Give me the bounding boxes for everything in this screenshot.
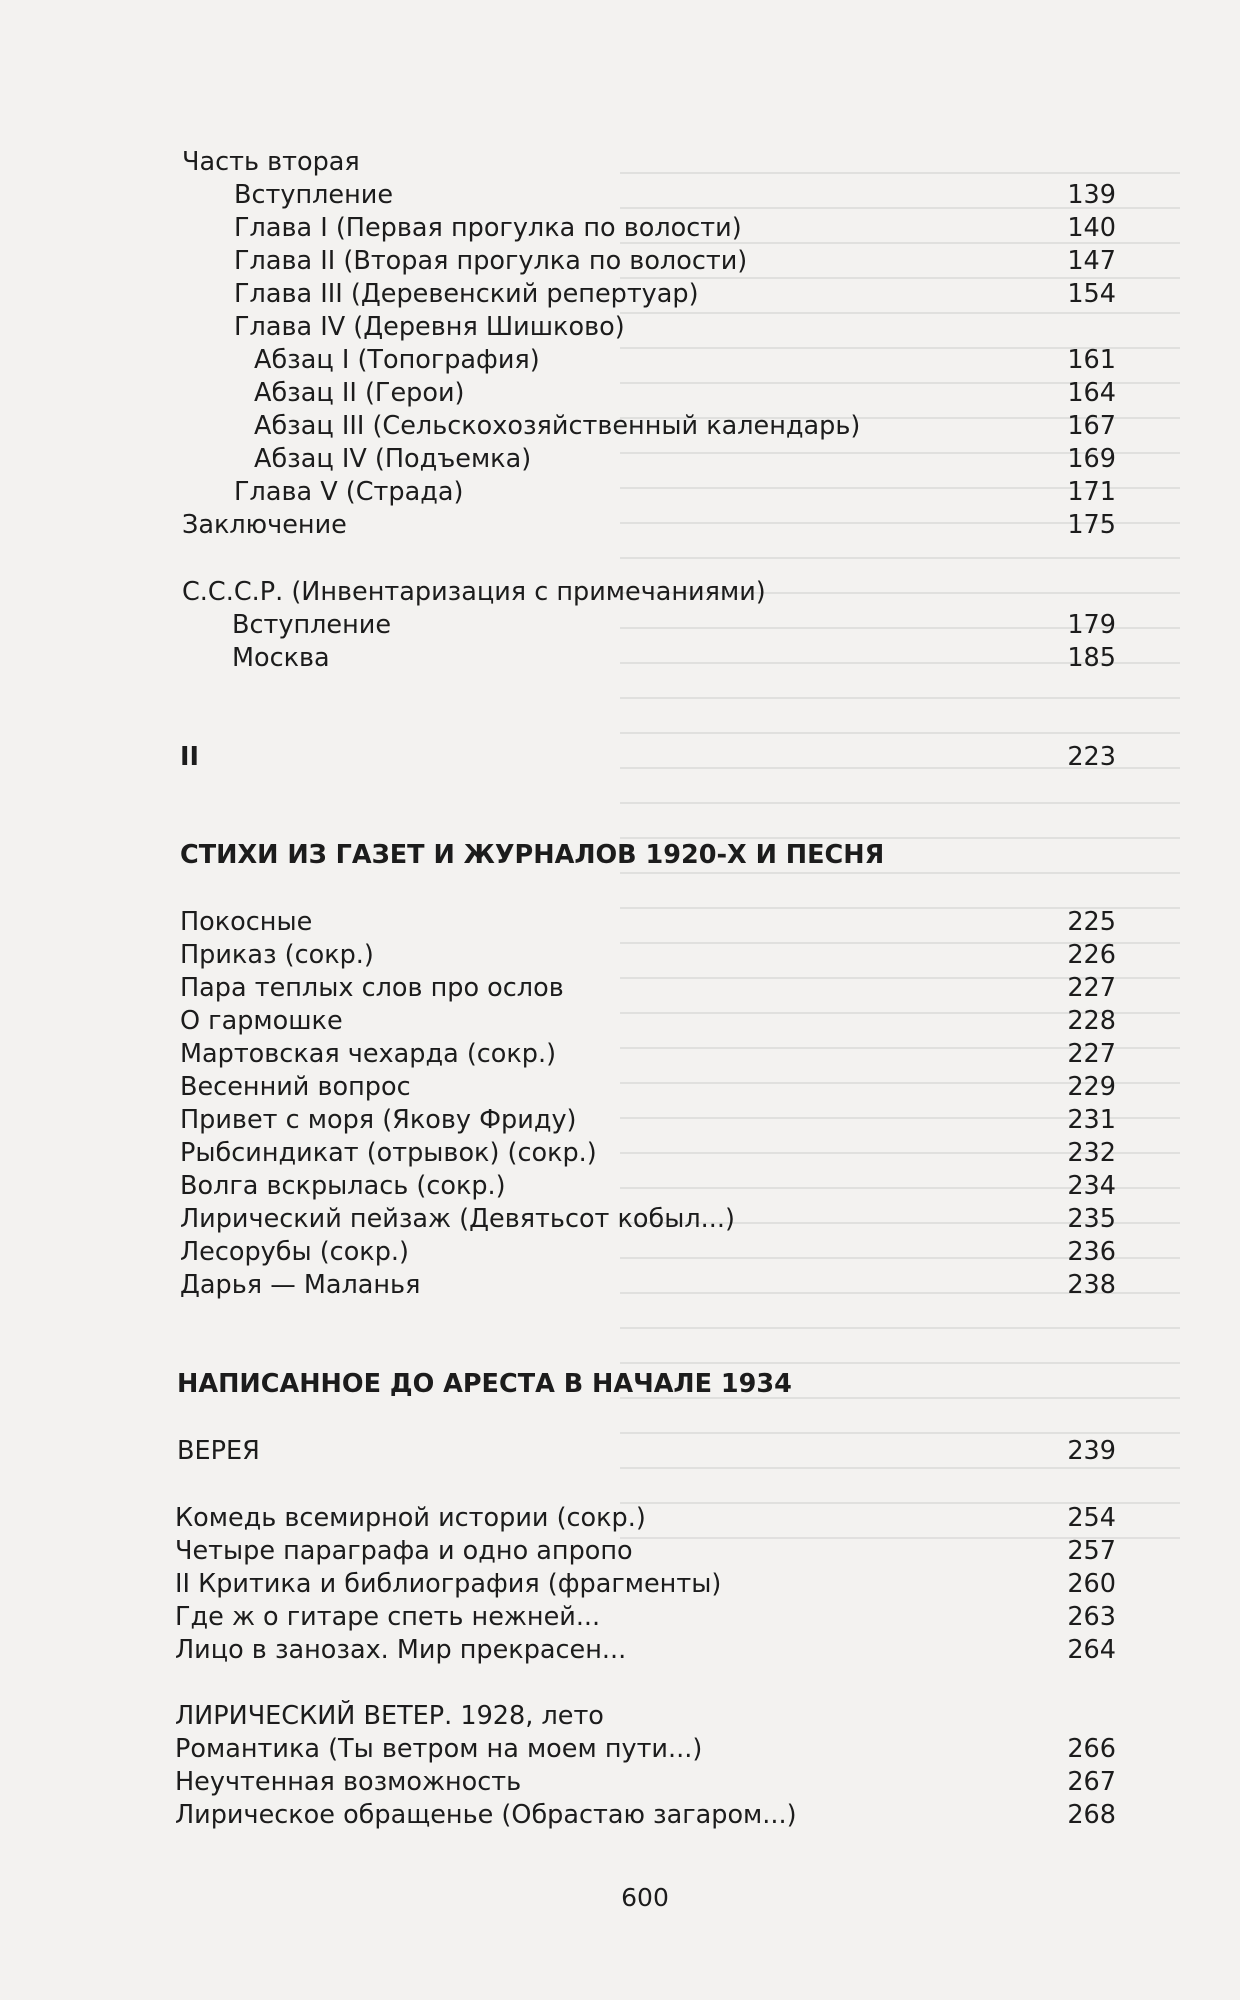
entry-page: 226	[1067, 940, 1116, 970]
entry-page: 232	[1067, 1138, 1116, 1168]
entry-title: ВЕРЕЯ	[177, 1436, 260, 1466]
entry-page: 263	[1067, 1602, 1116, 1632]
toc-entry	[0, 1766, 1240, 1799]
entry-title: Весенний вопрос	[180, 1072, 411, 1102]
toc-entry	[0, 1799, 1240, 1832]
entry-title: Привет с моря (Якову Фриду)	[180, 1105, 577, 1135]
toc-entry	[0, 509, 1240, 542]
entry-title: Вступление	[232, 610, 392, 640]
entry-page: 147	[1067, 246, 1116, 276]
entry-page: 231	[1067, 1105, 1116, 1135]
entry-page: 257	[1067, 1536, 1116, 1566]
toc-entry	[0, 1535, 1240, 1568]
entry-title: Волга вскрылась (сокр.)	[180, 1171, 506, 1201]
toc-entry	[0, 1601, 1240, 1634]
entry-title: Часть вторая	[182, 147, 360, 177]
toc-entry	[0, 1137, 1240, 1170]
entry-title: Глава I (Первая прогулка по волости)	[234, 213, 742, 243]
entry-title: Лирический пейзаж (Девятьсот кобыл...)	[180, 1204, 735, 1234]
entry-title: Абзац II (Герои)	[254, 378, 465, 408]
toc-entry	[0, 1568, 1240, 1601]
entry-page: 185	[1067, 643, 1116, 673]
toc-entry	[0, 377, 1240, 410]
entry-title: II Критика и библиография (фрагменты)	[175, 1569, 722, 1599]
toc-entry	[0, 212, 1240, 245]
entry-title: Абзац I (Топография)	[254, 345, 540, 375]
toc-entry	[0, 146, 1240, 179]
toc-entry	[0, 410, 1240, 443]
entry-title: Рыбсиндикат (отрывок) (сокр.)	[180, 1138, 597, 1168]
entry-title: Пара теплых слов про ослов	[180, 973, 564, 1003]
entry-page: 167	[1067, 411, 1116, 441]
entry-title: II	[180, 742, 199, 772]
entry-title: О гармошке	[180, 1006, 343, 1036]
entry-title: Вступление	[234, 180, 394, 210]
toc-entry	[0, 642, 1240, 675]
toc-entry	[0, 1269, 1240, 1302]
entry-title: Комедь всемирной истории (сокр.)	[175, 1503, 646, 1533]
toc-entry	[0, 1236, 1240, 1269]
toc-section-heading	[0, 741, 1240, 774]
toc-entry	[0, 1435, 1240, 1468]
entry-page: 227	[1067, 1039, 1116, 1069]
entry-title: Мартовская чехарда (сокр.)	[180, 1039, 557, 1069]
toc-entry	[0, 1203, 1240, 1236]
entry-title: Четыре параграфа и одно апропо	[175, 1536, 633, 1566]
entry-title: Глава IV (Деревня Шишково)	[234, 312, 625, 342]
entry-title: Неучтенная возможность	[175, 1767, 522, 1797]
entry-title: Лицо в занозах. Мир прекрасен...	[175, 1635, 627, 1665]
entry-title: ЛИРИЧЕСКИЙ ВЕТЕР. 1928, лето	[175, 1701, 604, 1731]
entry-title: Заключение	[182, 510, 347, 540]
entry-title: Глава II (Вторая прогулка по волости)	[234, 246, 748, 276]
toc-entry	[0, 1733, 1240, 1766]
entry-title: НАПИСАННОЕ ДО АРЕСТА В НАЧАЛЕ 1934	[177, 1369, 792, 1399]
page-number: 600	[621, 1883, 669, 1912]
entry-page: 154	[1067, 279, 1116, 309]
entry-page: 169	[1067, 444, 1116, 474]
entry-page: 175	[1067, 510, 1116, 540]
toc-entry	[0, 443, 1240, 476]
toc-entry	[0, 344, 1240, 377]
toc-entry	[0, 278, 1240, 311]
toc-section-heading	[0, 839, 1240, 872]
toc-entry	[0, 576, 1240, 609]
entry-title: Глава V (Страда)	[234, 477, 464, 507]
entry-page: 229	[1067, 1072, 1116, 1102]
entry-title: Дарья — Маланья	[180, 1270, 421, 1300]
toc-entry	[0, 939, 1240, 972]
toc-entry	[0, 1071, 1240, 1104]
entry-page: 139	[1067, 180, 1116, 210]
toc-entry	[0, 1005, 1240, 1038]
toc-entry	[0, 1170, 1240, 1203]
entry-page: 228	[1067, 1006, 1116, 1036]
entry-title: Абзац IV (Подъемка)	[254, 444, 532, 474]
entry-page: 179	[1067, 610, 1116, 640]
entry-title: Покосные	[180, 907, 313, 937]
toc-section-heading	[0, 1368, 1240, 1401]
entry-title: Приказ (сокр.)	[180, 940, 374, 970]
entry-page: 267	[1067, 1767, 1116, 1797]
entry-page: 171	[1067, 477, 1116, 507]
entry-page: 227	[1067, 973, 1116, 1003]
entry-title: Абзац III (Сельскохозяйственный календарь)	[254, 411, 861, 441]
entry-page: 236	[1067, 1237, 1116, 1267]
entry-page: 238	[1067, 1270, 1116, 1300]
entry-title: Глава III (Деревенский репертуар)	[234, 279, 699, 309]
toc-entry	[0, 476, 1240, 509]
entry-page: 254	[1067, 1503, 1116, 1533]
entry-page: 268	[1067, 1800, 1116, 1830]
entry-title: Лирическое обращенье (Обрастаю загаром...)	[175, 1800, 797, 1830]
entry-title: Романтика (Ты ветром на моем пути...)	[175, 1734, 703, 1764]
entry-page: 234	[1067, 1171, 1116, 1201]
entry-title: Лесорубы (сокр.)	[180, 1237, 409, 1267]
entry-title: Москва	[232, 643, 330, 673]
entry-title: Где ж о гитаре спеть нежней...	[175, 1602, 601, 1632]
toc-entry	[0, 311, 1240, 344]
entry-title: СТИХИ ИЗ ГАЗЕТ И ЖУРНАЛОВ 1920-Х И ПЕСНЯ	[180, 840, 885, 870]
entry-page: 140	[1067, 213, 1116, 243]
toc-entry	[0, 245, 1240, 278]
entry-page: 161	[1067, 345, 1116, 375]
toc-entry	[0, 1104, 1240, 1137]
toc-entry	[0, 906, 1240, 939]
toc-entry	[0, 1038, 1240, 1071]
entry-page: 223	[1067, 742, 1116, 772]
entry-page: 264	[1067, 1635, 1116, 1665]
toc-entry	[0, 1502, 1240, 1535]
entry-page: 239	[1067, 1436, 1116, 1466]
entry-title: С.С.С.Р. (Инвентаризация с примечаниями)	[182, 577, 766, 607]
entry-page: 266	[1067, 1734, 1116, 1764]
toc-entry	[0, 609, 1240, 642]
entry-page: 235	[1067, 1204, 1116, 1234]
toc-entry	[0, 972, 1240, 1005]
toc-entry	[0, 179, 1240, 212]
toc-entry	[0, 1634, 1240, 1667]
entry-page: 260	[1067, 1569, 1116, 1599]
entry-page: 225	[1067, 907, 1116, 937]
entry-page: 164	[1067, 378, 1116, 408]
toc-entry	[0, 1700, 1240, 1733]
